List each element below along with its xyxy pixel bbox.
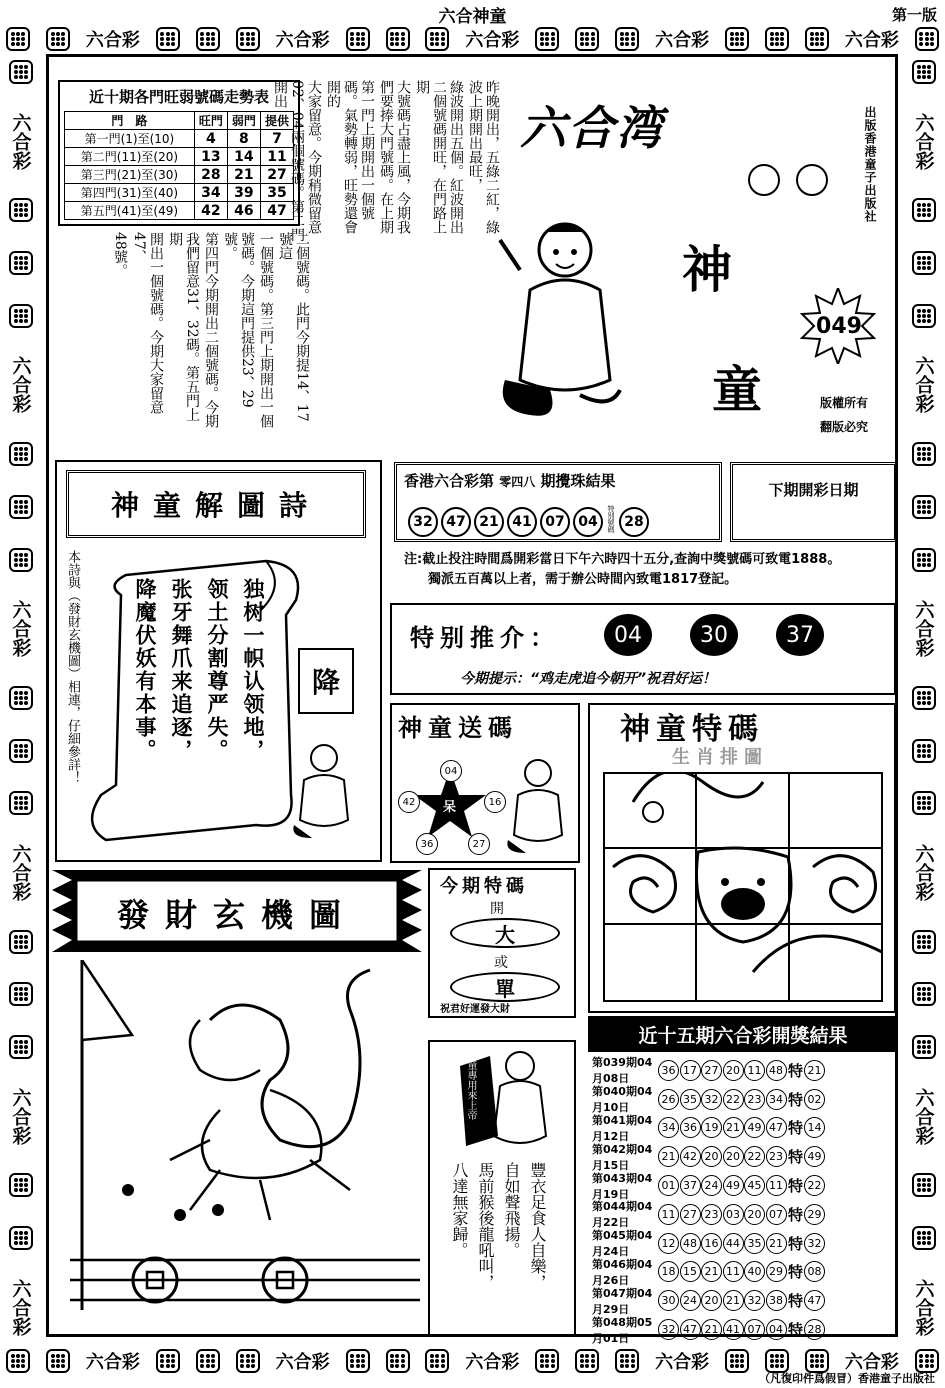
rights-line-2: 翻版必究: [820, 420, 869, 434]
period-label: 第042期04月15日: [592, 1142, 653, 1172]
border-word: 六合彩: [85, 30, 140, 51]
footer-note: （凡復印件爲假冒）香港童子出版社: [759, 1372, 935, 1385]
result-ball: 20: [701, 1290, 722, 1311]
special-mark: 特: [788, 1177, 804, 1196]
table-row: [592, 1200, 898, 1229]
analysis-column: 號碼。今期這門提供23、29號。: [222, 232, 255, 408]
analysis-column: 我們留意31、32碼。第五門上期: [167, 232, 200, 422]
special-mark: 特: [788, 1205, 804, 1224]
special-ball: 22: [804, 1175, 825, 1196]
poem-line: 降魔伏妖有本事。: [133, 578, 157, 762]
dots-icon: [9, 1035, 33, 1059]
recommend-ball: 30: [690, 614, 738, 656]
border-word: 六合彩: [465, 1352, 520, 1373]
result-ball: 01: [658, 1175, 679, 1196]
analysis-column: 大家留意。今期稍微留意02、04兩個號碼。第二門開出: [272, 80, 322, 242]
dots-icon: [236, 1349, 260, 1373]
result-ball: 20: [744, 1204, 765, 1225]
result-ball: 19: [701, 1117, 722, 1138]
analysis-column: 綠波開出五個。紅波開出二個號碼開旺，在門路上期: [414, 80, 464, 234]
logo-char-tong: 童: [712, 361, 762, 419]
table-cell: 46: [227, 202, 260, 220]
result-ball: 12: [658, 1233, 679, 1254]
dots-icon: [912, 251, 936, 275]
border-word: 六合彩: [912, 112, 935, 170]
dots-icon: [912, 198, 936, 222]
dots-icon: [196, 27, 220, 51]
special-ball: 02: [804, 1089, 825, 1110]
table-cell: 第三門(21)至(30): [65, 166, 195, 184]
special-mark: 特: [788, 1148, 804, 1167]
result-ball: 47: [441, 507, 471, 537]
border-word: 六合彩: [9, 356, 32, 414]
result-ball: 36: [658, 1060, 679, 1081]
table-row: [65, 202, 294, 220]
result-ball: 27: [680, 1204, 701, 1225]
table-cell: 47: [260, 202, 293, 220]
today-mid: 或: [494, 955, 508, 971]
table-row: [65, 166, 294, 184]
poem-side-note: 本詩與（發財玄機圖）相連，仔細參詳！: [65, 550, 80, 784]
send-code-title: 神童送碼: [398, 714, 518, 742]
results-title-suffix: 期攪珠結果: [540, 472, 616, 490]
result-ball: 32: [701, 1089, 722, 1110]
table-row: [65, 148, 294, 166]
child-small-icon: [500, 755, 570, 855]
dragon-graph-icon: [70, 960, 420, 1330]
result-ball: 32: [408, 507, 438, 537]
table-cell: 7: [260, 130, 293, 148]
result-ball: 21: [723, 1117, 744, 1138]
dots-icon: [912, 982, 936, 1006]
right-border-strip: [907, 60, 941, 1336]
child-figure-icon: [490, 210, 630, 430]
result-ball: 04: [766, 1319, 787, 1340]
table-row: [65, 184, 294, 202]
dots-icon: [9, 1173, 33, 1197]
poem-line: 领土分割尊严失。: [205, 578, 229, 762]
send-ball: 04: [440, 760, 462, 782]
result-ball: 45: [744, 1175, 765, 1196]
dots-icon: [9, 495, 33, 519]
period-label: 第039期04月08日: [592, 1056, 653, 1086]
table-cell: 第二門(11)至(20): [65, 148, 195, 166]
result-ball: 47: [680, 1319, 701, 1340]
col-header: 提供: [260, 112, 293, 130]
period-label: 第041期04月12日: [592, 1114, 653, 1143]
period-label: 第046期04月26日: [592, 1257, 653, 1287]
result-ball: 36: [680, 1117, 701, 1138]
dots-icon: [615, 27, 639, 51]
dots-icon: [912, 930, 936, 954]
table-cell: 27: [260, 166, 293, 184]
recommend-ball: 37: [776, 614, 824, 656]
result-ball: 07: [540, 507, 570, 537]
result-ball: 15: [680, 1261, 701, 1282]
logo-title: 六合湾: [520, 101, 664, 155]
special-mark: 特: [788, 1090, 804, 1109]
border-word: 六合彩: [912, 1087, 935, 1145]
result-ball: 16: [701, 1233, 722, 1254]
period-label: 第045期04月24日: [592, 1229, 653, 1259]
dots-icon: [912, 304, 936, 328]
dots-icon: [156, 27, 180, 51]
border-word: 六合彩: [912, 356, 935, 414]
proverb-line: 八達無家歸。: [450, 1162, 469, 1258]
dots-icon: [425, 27, 449, 51]
table-cell: 39: [227, 184, 260, 202]
result-ball: 07: [766, 1204, 787, 1225]
period-label: 第043期04月19日: [592, 1171, 653, 1201]
result-ball: 21: [658, 1146, 679, 1167]
dots-icon: [9, 686, 33, 710]
proverb-lines: [448, 1162, 548, 1290]
special-label: 特別號碼: [607, 505, 615, 533]
table-cell: 11: [260, 148, 293, 166]
result-ball: 11: [744, 1060, 765, 1081]
border-word: 六合彩: [9, 1278, 32, 1336]
result-ball: 21: [701, 1261, 722, 1282]
edition-label: 第一版: [891, 6, 937, 24]
result-ball: 17: [680, 1060, 701, 1081]
border-word: 六合彩: [844, 1352, 899, 1373]
analysis-column: 第一門上期開出一個號碼。氣勢轉弱，旺勢還會開的: [325, 80, 375, 234]
result-ball: 20: [723, 1060, 744, 1081]
border-word: 六合彩: [85, 1352, 140, 1373]
dots-icon: [6, 27, 30, 51]
today-footer: 祝君好運發大財: [440, 1004, 510, 1015]
result-ball: 42: [680, 1146, 701, 1167]
col-header: 弱門: [227, 112, 260, 130]
send-ball: 42: [398, 791, 420, 813]
dots-icon: [912, 60, 936, 84]
results-balls: [408, 505, 649, 539]
poem-title: 神童解圖詩: [66, 470, 366, 538]
special-mark: 特: [788, 1263, 804, 1282]
border-word: 六合彩: [275, 30, 330, 51]
result-ball: 38: [766, 1290, 787, 1311]
last15-box: [588, 1016, 898, 1345]
poem-line: 张牙舞爪来追逐，: [169, 578, 193, 762]
top-border-strip: [6, 22, 939, 56]
today-title: 今期特碼: [440, 876, 528, 897]
analysis-column: 大號碼占盡上風，今期我們要捧大門號碼。在上期: [378, 80, 411, 234]
analysis-column: 一個號碼。第三門上期開出一個: [258, 232, 274, 428]
table-cell: 42: [194, 202, 227, 220]
dots-icon: [9, 198, 33, 222]
table-cell: 4: [194, 130, 227, 148]
result-ball: 24: [701, 1175, 722, 1196]
result-ball: 23: [744, 1089, 765, 1110]
table-cell: 8: [227, 130, 260, 148]
table-row: [592, 1258, 898, 1287]
dots-icon: [236, 27, 260, 51]
dots-icon: [805, 27, 829, 51]
special-ball: 49: [804, 1146, 825, 1167]
result-ball: 44: [723, 1233, 744, 1254]
dots-icon: [9, 548, 33, 572]
analysis-column: 48號。: [112, 232, 128, 278]
result-ball: 20: [723, 1146, 744, 1167]
special-ball: 32: [804, 1233, 825, 1254]
result-ball: 22: [744, 1146, 765, 1167]
dots-icon: [535, 27, 559, 51]
table-cell: 第五門(41)至(49): [65, 202, 195, 220]
trend-table-box: [58, 80, 300, 226]
poem-stamp: 降: [298, 648, 354, 714]
results-title-prefix: 香港六合彩第: [404, 472, 495, 490]
col-header: 門 路: [65, 112, 195, 130]
special-ball: 14: [804, 1117, 825, 1138]
table-cell: 35: [260, 184, 293, 202]
result-ball: 34: [766, 1089, 787, 1110]
special-hint: 今期提示：“鸡走虎追今朝开”祝君好运！: [460, 671, 717, 687]
today-top: 開: [490, 901, 504, 917]
dots-icon: [196, 1349, 220, 1373]
dots-icon: [912, 548, 936, 572]
today-oval-1: 大: [450, 918, 560, 948]
left-border-strip: [4, 60, 38, 1336]
border-word: 六合彩: [655, 1352, 710, 1373]
results-title: [404, 470, 616, 491]
table-row: [592, 1229, 898, 1258]
table-row: [592, 1085, 898, 1114]
border-word: 六合彩: [9, 1087, 32, 1145]
result-ball: 11: [766, 1175, 787, 1196]
result-ball: 35: [744, 1233, 765, 1254]
recommend-ball: 04: [604, 614, 652, 656]
result-ball: 11: [723, 1261, 744, 1282]
table-row: [592, 1315, 898, 1344]
result-ball: 29: [766, 1261, 787, 1282]
logo-char-shen: 神: [682, 241, 732, 299]
border-word: 六合彩: [912, 600, 935, 658]
result-ball: 32: [744, 1290, 765, 1311]
result-ball: 18: [658, 1261, 679, 1282]
note-line-2: 獨派五百萬以上者，需于辦公時間內致電1817登記。: [428, 572, 738, 587]
trend-table: [64, 111, 294, 220]
dots-icon: [912, 739, 936, 763]
dots-icon: [765, 27, 789, 51]
col-header: 旺門: [194, 112, 227, 130]
dots-icon: [386, 1349, 410, 1373]
result-ball: 22: [723, 1089, 744, 1110]
dots-icon: [575, 27, 599, 51]
special-ball: 21: [804, 1060, 825, 1081]
send-ball: 16: [484, 791, 506, 813]
zodiac-puzzle-icon: [603, 772, 883, 1002]
dots-icon: [9, 791, 33, 815]
border-word: 六合彩: [9, 843, 32, 901]
dots-icon: [9, 304, 33, 328]
border-word: 六合彩: [9, 600, 32, 658]
result-ball: 21: [701, 1319, 722, 1340]
border-word: 六合彩: [912, 1278, 935, 1336]
table-cell: 14: [227, 148, 260, 166]
table-cell: 第四門(31)至(40): [65, 184, 195, 202]
border-word: 六合彩: [465, 30, 520, 51]
dots-icon: [912, 495, 936, 519]
special-mark: 特: [788, 1119, 804, 1138]
border-word: 六合彩: [275, 1352, 330, 1373]
trend-table-title: 近十期各門旺弱號碼走勢表: [88, 88, 269, 106]
result-ball: 21: [723, 1290, 744, 1311]
table-row: [592, 1171, 898, 1200]
dots-icon: [725, 1349, 749, 1373]
result-ball: 07: [744, 1319, 765, 1340]
special-mark: 特: [788, 1292, 804, 1311]
special-mark: 特: [788, 1061, 804, 1080]
special-code-subtitle: 生肖排圖: [672, 747, 768, 768]
analysis-column: 二個號碼。此門今期提14、17號這: [277, 232, 310, 422]
table-row: [592, 1142, 898, 1171]
dots-icon: [9, 739, 33, 763]
dots-icon: [9, 982, 33, 1006]
analysis-lower: [80, 232, 310, 432]
note-line-1: 注:截止投注時間爲開彩當日下午六時四十五分,查詢中獎號碼可致電1888。: [404, 552, 841, 567]
table-cell: 21: [227, 166, 260, 184]
table-row: [592, 1286, 898, 1315]
border-word: 六合彩: [9, 112, 32, 170]
analysis-column: 昨晚開出，五綠二紅，綠波上期開出最旺，: [467, 80, 500, 234]
result-ball: 03: [723, 1204, 744, 1225]
dots-icon: [346, 1349, 370, 1373]
result-ball: 48: [766, 1060, 787, 1081]
dots-icon: [912, 686, 936, 710]
result-ball: 04: [573, 507, 603, 537]
dots-icon: [9, 1226, 33, 1250]
result-ball: 21: [474, 507, 504, 537]
period-label: 第040期04月10日: [592, 1085, 653, 1115]
dots-icon: [346, 27, 370, 51]
period-label: 第047期04月29日: [592, 1286, 653, 1316]
today-oval-2: 單: [450, 972, 560, 1002]
period-label: 第044期04月22日: [592, 1200, 653, 1230]
result-ball: 11: [658, 1204, 679, 1225]
result-ball: 37: [680, 1175, 701, 1196]
result-ball: 21: [766, 1233, 787, 1254]
table-cell: 34: [194, 184, 227, 202]
dots-icon: [535, 1349, 559, 1373]
dots-icon: [425, 1349, 449, 1373]
result-ball: 32: [658, 1319, 679, 1340]
poem-lines: [130, 578, 268, 762]
dots-icon: [386, 27, 410, 51]
special-mark: 特: [788, 1321, 804, 1340]
dots-icon: [915, 27, 939, 51]
result-ball: 27: [701, 1060, 722, 1081]
proverb-line: 馬前猴後龍吼叫，: [476, 1162, 495, 1290]
child-small-icon: [286, 740, 356, 840]
next-draw: 下期開彩日期: [730, 462, 897, 542]
star-center-text: 呆: [443, 800, 457, 815]
table-cell: 第一門(1)至(10): [65, 130, 195, 148]
analysis-column: 開出一個號碼。今期大家留意47、: [131, 232, 164, 414]
decor-circles: [742, 160, 842, 200]
result-ball: 20: [701, 1146, 722, 1167]
last15-list: [588, 1052, 898, 1344]
send-ball: 27: [468, 833, 490, 855]
result-ball: 47: [766, 1117, 787, 1138]
special-ball: 28: [804, 1319, 825, 1340]
dots-icon: [46, 27, 70, 51]
analysis-column: 第四門今期開出二個號碼。今期: [203, 232, 219, 428]
result-ball: 49: [744, 1117, 765, 1138]
special-mark: 特: [788, 1234, 804, 1253]
dots-icon: [9, 251, 33, 275]
rights-line-1: 版權所有: [820, 396, 869, 410]
special-code-title: 神童特碼: [620, 712, 764, 747]
result-ball: 26: [658, 1089, 679, 1110]
page-title: 六合神童: [438, 7, 507, 27]
dots-icon: [912, 442, 936, 466]
result-ball: 41: [723, 1319, 744, 1340]
poem-line: 独树一帜认领地，: [241, 578, 265, 762]
last15-title: 近十五期六合彩開獎結果: [588, 1016, 898, 1052]
result-ball: 34: [658, 1117, 679, 1138]
table-row: [65, 130, 294, 148]
dots-icon: [912, 1226, 936, 1250]
issue-number: 049: [816, 313, 862, 339]
dots-icon: [912, 1173, 936, 1197]
dots-icon: [9, 60, 33, 84]
special-ball: 47: [804, 1290, 825, 1311]
send-ball: 36: [416, 833, 438, 855]
result-ball: 49: [723, 1175, 744, 1196]
border-word: 六合彩: [844, 30, 899, 51]
result-ball: 35: [680, 1089, 701, 1110]
border-word: 六合彩: [912, 843, 935, 901]
table-cell: 28: [194, 166, 227, 184]
proverb-line: 豐衣足食人自樂，: [528, 1162, 547, 1290]
dots-icon: [575, 1349, 599, 1373]
result-ball: 24: [680, 1290, 701, 1311]
dots-icon: [6, 1349, 30, 1373]
period-label: 第048期05月01日: [592, 1315, 653, 1345]
result-ball: 48: [680, 1233, 701, 1254]
dots-icon: [912, 1035, 936, 1059]
fortune-title: 發財玄機圖: [116, 896, 357, 934]
special-ball: 28: [619, 507, 649, 537]
result-ball: 41: [507, 507, 537, 537]
table-row: [592, 1114, 898, 1143]
publisher-label: 出版香港童子出版社: [863, 106, 877, 223]
dots-icon: [156, 1349, 180, 1373]
result-ball: 30: [658, 1290, 679, 1311]
table-cell: 13: [194, 148, 227, 166]
dots-icon: [9, 930, 33, 954]
result-ball: 23: [701, 1204, 722, 1225]
results-issue: 零四八: [499, 475, 536, 489]
dots-icon: [615, 1349, 639, 1373]
special-label-text: 特别推介：: [410, 624, 560, 652]
table-row: [592, 1056, 898, 1085]
dots-icon: [9, 442, 33, 466]
result-ball: 40: [744, 1261, 765, 1282]
dots-icon: [725, 27, 749, 51]
special-ball: 29: [804, 1204, 825, 1225]
special-ball: 08: [804, 1261, 825, 1282]
proverb-line: 自如聲飛揚。: [502, 1162, 521, 1258]
proverb-banner-text: 神童專用來上帝: [465, 1050, 476, 1120]
dots-icon: [46, 1349, 70, 1373]
border-word: 六合彩: [655, 30, 710, 51]
result-ball: 23: [766, 1146, 787, 1167]
dots-icon: [912, 791, 936, 815]
